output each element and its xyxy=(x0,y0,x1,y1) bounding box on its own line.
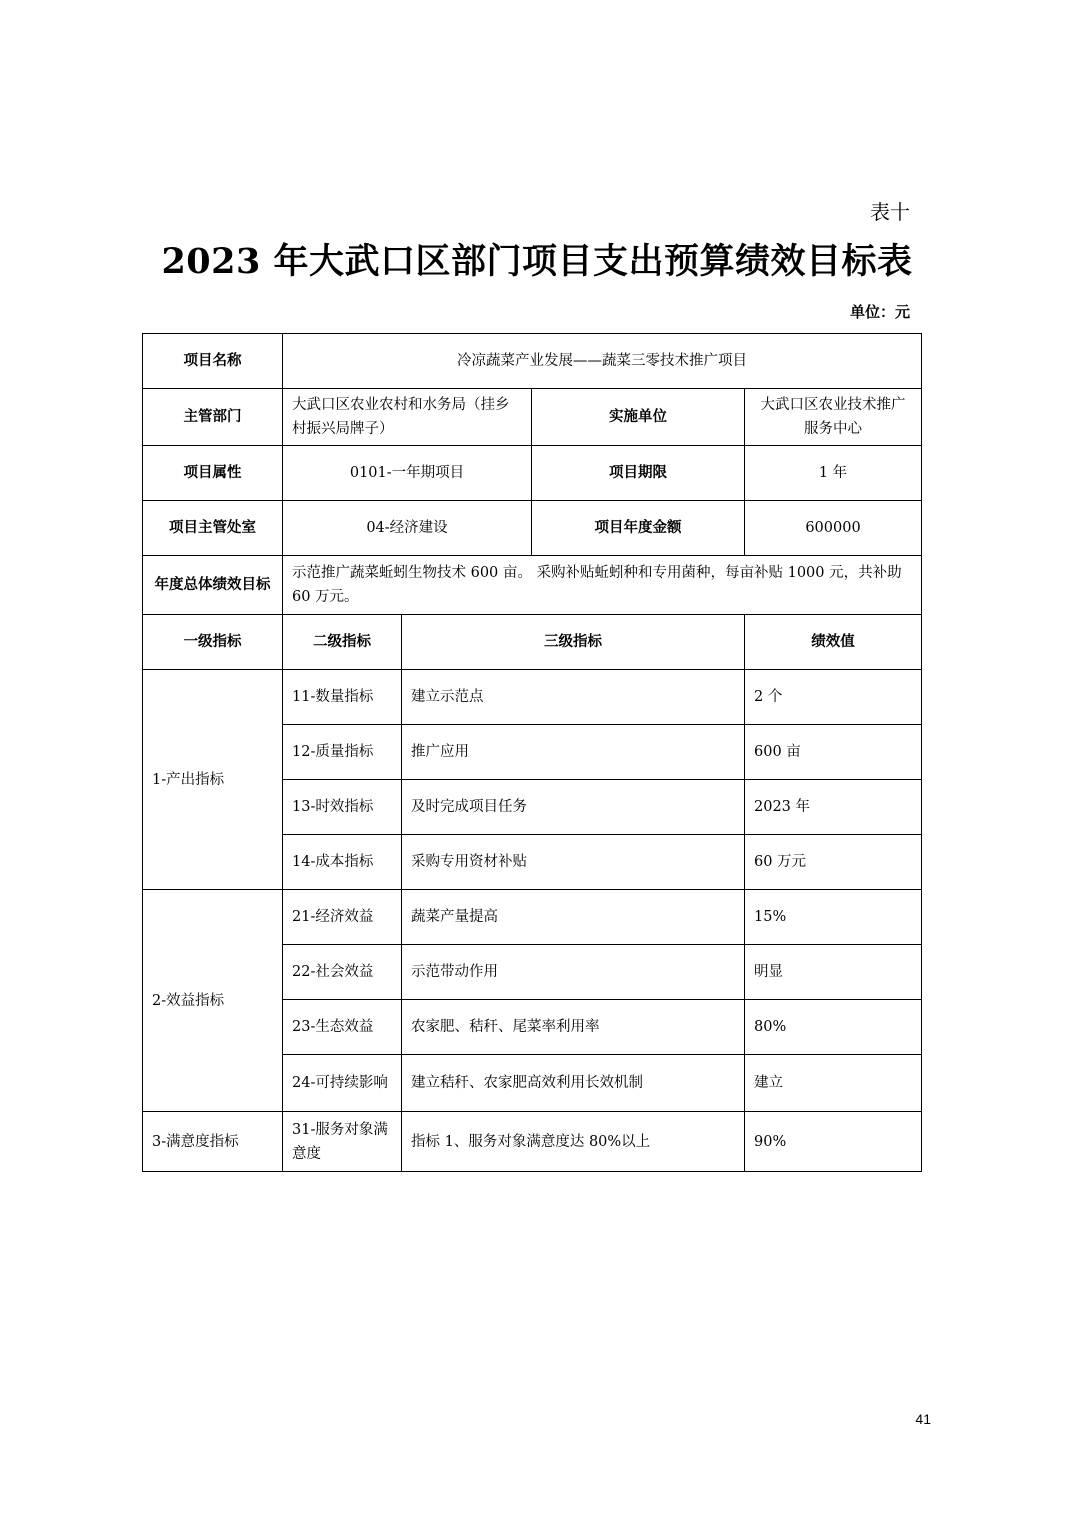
indicator-value: 600 亩 xyxy=(745,725,922,780)
level3-indicator: 示范带动作用 xyxy=(402,945,745,1000)
level1-indicator: 1-产出指标 xyxy=(143,670,283,890)
indicator-value: 60 万元 xyxy=(745,835,922,890)
implementing-unit-value: 大武口区农业技术推广服务中心 xyxy=(745,389,922,446)
level2-indicator: 13-时效指标 xyxy=(283,780,402,835)
level2-indicator: 14-成本指标 xyxy=(283,835,402,890)
project-name-label: 项目名称 xyxy=(143,334,283,389)
level1-indicator: 2-效益指标 xyxy=(143,890,283,1112)
project-period-value: 1 年 xyxy=(745,446,922,501)
managing-office-label: 项目主管处室 xyxy=(143,501,283,556)
level2-indicator: 22-社会效益 xyxy=(283,945,402,1000)
level2-indicator: 12-质量指标 xyxy=(283,725,402,780)
annual-amount-value: 600000 xyxy=(745,501,922,556)
indicator-value: 80% xyxy=(745,1000,922,1055)
indicator-value: 2 个 xyxy=(745,670,922,725)
level3-indicator: 指标 1、服务对象满意度达 80%以上 xyxy=(402,1112,745,1172)
level3-indicator: 蔬菜产量提高 xyxy=(402,890,745,945)
indicator-value: 2023 年 xyxy=(745,780,922,835)
annual-goal-value: 示范推广蔬菜蚯蚓生物技术 600 亩。 采购补贴蚯蚓种和专用菌种，每亩补贴 1000 元，共补助 60 万元。 xyxy=(283,556,922,615)
unit-label: 单位：元 xyxy=(849,303,910,321)
level3-indicator: 建立秸秆、农家肥高效利用长效机制 xyxy=(402,1055,745,1112)
annual-amount-label: 项目年度金额 xyxy=(532,501,745,556)
header-level2: 二级指标 xyxy=(283,615,402,670)
level2-indicator: 21-经济效益 xyxy=(283,890,402,945)
performance-table xyxy=(142,333,922,1172)
table-row xyxy=(143,890,922,945)
annual-goal-label: 年度总体绩效目标 xyxy=(143,556,283,615)
page-number: 41 xyxy=(915,1411,931,1427)
level3-indicator: 建立示范点 xyxy=(402,670,745,725)
project-period-label: 项目期限 xyxy=(532,446,745,501)
level2-indicator: 31-服务对象满意度 xyxy=(283,1112,402,1172)
project-name-value: 冷凉蔬菜产业发展——蔬菜三零技术推广项目 xyxy=(283,334,922,389)
level3-indicator: 推广应用 xyxy=(402,725,745,780)
table-row xyxy=(143,1112,922,1172)
indicator-value: 90% xyxy=(745,1112,922,1172)
indicator-value: 明显 xyxy=(745,945,922,1000)
indicator-value: 15% xyxy=(745,890,922,945)
project-attribute-label: 项目属性 xyxy=(143,446,283,501)
project-attribute-value: 0101-一年期项目 xyxy=(283,446,532,501)
level2-indicator: 23-生态效益 xyxy=(283,1000,402,1055)
department-label: 主管部门 xyxy=(143,389,283,446)
level3-indicator: 及时完成项目任务 xyxy=(402,780,745,835)
managing-office-value: 04-经济建设 xyxy=(283,501,532,556)
level2-indicator: 24-可持续影响 xyxy=(283,1055,402,1112)
table-number: 表十 xyxy=(870,200,910,224)
level3-indicator: 农家肥、秸秆、尾菜率利用率 xyxy=(402,1000,745,1055)
table-row xyxy=(143,670,922,725)
indicator-value: 建立 xyxy=(745,1055,922,1112)
header-value: 绩效值 xyxy=(745,615,922,670)
implementing-unit-label: 实施单位 xyxy=(532,389,745,446)
level3-indicator: 采购专用资材补贴 xyxy=(402,835,745,890)
department-value: 大武口区农业农村和水务局（挂乡村振兴局牌子） xyxy=(283,389,532,446)
header-level1: 一级指标 xyxy=(143,615,283,670)
level1-indicator: 3-满意度指标 xyxy=(143,1112,283,1172)
page-title: 2023 年大武口区部门项目支出预算绩效目标表 xyxy=(161,241,913,282)
header-level3: 三级指标 xyxy=(402,615,745,670)
level2-indicator: 11-数量指标 xyxy=(283,670,402,725)
